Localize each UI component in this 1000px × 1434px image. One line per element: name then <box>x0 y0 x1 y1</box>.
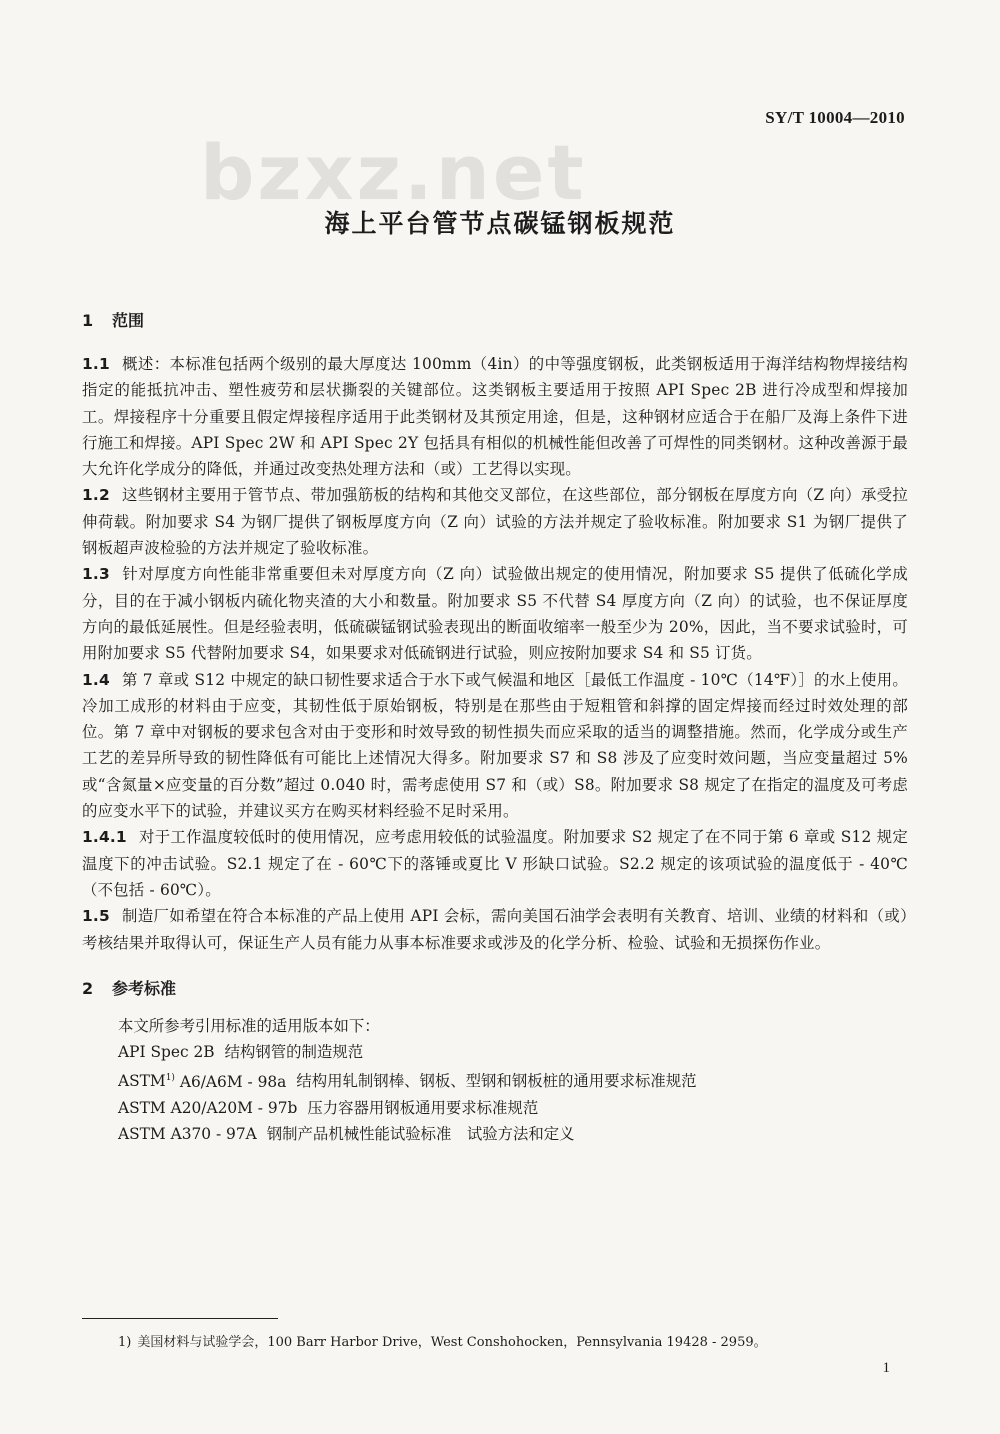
paragraph-1-5 <box>82 903 908 956</box>
paragraph-text: 制造厂如希望在符合本标准的产品上使用 API 会标，需向美国石油学会表明有关教育、培训、业绩的材料和（或）考核结果并取得认可，保证生产人员有能力从事本标准要求或涉及的化学分析、检验、试验和无损探伤作业。 <box>82 907 908 952</box>
paragraph-number: 1.1 <box>82 355 110 373</box>
footnote-marker: 1) <box>165 1073 175 1084</box>
section-heading-references <box>82 976 908 999</box>
reference-code: ASTM <box>118 1072 166 1091</box>
reference-title: 结构钢管的制造规范 <box>224 1043 364 1062</box>
reference-code: API Spec 2B <box>118 1043 215 1062</box>
paragraph-1-4 <box>82 667 908 825</box>
section-title: 范围 <box>112 311 145 330</box>
footnote-number: 1) <box>118 1335 132 1350</box>
paragraph-1-2 <box>82 482 908 561</box>
reference-item <box>118 1065 908 1094</box>
document-title: 海上平台管节点碳锰钢板规范 <box>324 209 676 238</box>
document-body <box>82 308 908 1147</box>
paragraph-1-4-1 <box>82 824 908 903</box>
paragraph-text: 针对厚度方向性能非常重要但未对厚度方向（Z 向）试验做出规定的使用情况，附加要求 S5 提供了低硫化学成分，目的在于减小钢板内硫化物夹渣的大小和数量。附加要求 S5 不代替 S4 厚度方向（Z 向）的试验，也不保证厚度方向的最低延展性。但是经验表明，低硫碳锰钢试验表现出的断面收缩率一般至少为 20%，因此，当不要求试验时，可用附加要求 S5 代替附加要求 S4，如果要求对低硫钢进行试验，则应按附加要求 S4 和 S5 订货。 <box>82 565 908 663</box>
reference-item <box>118 1121 908 1147</box>
footnote-text: 美国材料与试验学会，100 Barr Harbor Drive，West Conshohocken，Pennsylvania 19428 - 2959。 <box>137 1335 767 1350</box>
paragraph-number: 1.4 <box>82 670 110 689</box>
reference-code-rest: A6/A6M - 98a <box>174 1072 287 1091</box>
footnote-divider <box>82 1318 278 1319</box>
reference-item <box>118 1039 908 1065</box>
paragraph-number: 1.2 <box>82 486 110 505</box>
reference-code: ASTM A20/A20M - 97b <box>118 1098 298 1117</box>
paragraph-text: 第 7 章或 S12 中规定的缺口韧性要求适合于水下或气候温和地区［最低工作温度 - 10℃（14℉）］的水上使用。冷加工成形的材料由于应变，其韧性低于原始钢板，特别是在那些由于短粗管和斜撑的固定焊接而经过时效处理的部位。第 7 章中对钢板的要求包含对由于变形和时效导致的韧性损失而应采取的适当的调整措施。然而，化学成分或生产工艺的差异所导致的韧性降低有可能比上述情况大得多。附加要求 S7 和 S8 涉及了应变时效问题，当应变量超过 5%或“含氮量×应变量的百分数”超过 0.040 时，需考虑使用 S7 和（或）S8。附加要求 S8 规定了在指定的温度及可考虑的应变水平下的试验，并建议买方在购买材料经验不足时采用。 <box>82 670 908 821</box>
section-number: 1 <box>82 311 94 330</box>
page-number: 1 <box>882 1360 890 1376</box>
reference-code: ASTM A370 - 97A <box>118 1125 257 1144</box>
paragraph-1-3 <box>82 561 908 666</box>
watermark: bzxz.net <box>200 128 587 217</box>
standard-code: SY/T 10004—2010 <box>765 108 905 127</box>
paragraph-1-1 <box>82 351 908 482</box>
reference-title: 结构用轧制钢棒、钢板、型钢和钢板桩的通用要求标准规范 <box>296 1072 697 1091</box>
paragraph-number: 1.4.1 <box>82 828 127 847</box>
reference-list <box>82 1013 908 1148</box>
paragraph-text: 概述：本标准包括两个级别的最大厚度达 100mm（4in）的中等强度钢板，此类钢板适用于海洋结构物焊接结构指定的能抵抗冲击、塑性疲劳和层状撕裂的关键部位。这类钢板主要适用于按照 API Spec 2B 进行冷成型和焊接加工。焊接程序十分重要且假定焊接程序适用于此类钢材及其预定用途，但是，这种钢材应适合于在船厂及海上条件下进行施工和焊接。API Spec 2W 和 API Spec 2Y 包括具有相似的机械性能但改善了可焊性的同类钢材。这种改善源于最大允许化学成分的降低，并通过改变热处理方法和（或）工艺得以实现。 <box>82 355 908 479</box>
paragraph-text: 对于工作温度较低时的使用情况，应考虑用较低的试验温度。附加要求 S2 规定了在不同于第 6 章或 S12 规定温度下的冲击试验。S2.1 规定了在 - 60℃下的落锤或夏比 V 形缺口试验。S2.2 规定的该项试验的温度低于 - 40℃（不包括 - 60℃）。 <box>82 828 908 899</box>
reference-title: 钢制产品机械性能试验标准 试验方法和定义 <box>266 1125 575 1144</box>
paragraph-number: 1.3 <box>82 565 110 584</box>
paragraph-number: 1.5 <box>82 907 110 926</box>
reference-intro: 本文所参考引用标准的适用版本如下： <box>118 1016 380 1035</box>
reference-item <box>118 1095 908 1121</box>
section-title: 参考标准 <box>112 978 177 998</box>
paragraph-text: 这些钢材主要用于管节点、带加强筋板的结构和其他交叉部位，在这些部位，部分钢板在厚度方向（Z 向）承受拉伸荷载。附加要求 S4 为钢厂提供了钢板厚度方向（Z 向）试验的方法并规定了验收标准。附加要求 S1 为钢厂提供了钢板超声波检验的方法并规定了验收标准。 <box>82 486 908 558</box>
section-heading-scope <box>82 308 908 331</box>
footnote <box>118 1334 767 1352</box>
section-number: 2 <box>82 978 94 998</box>
reference-title: 压力容器用钢板通用要求标准规范 <box>307 1098 539 1117</box>
